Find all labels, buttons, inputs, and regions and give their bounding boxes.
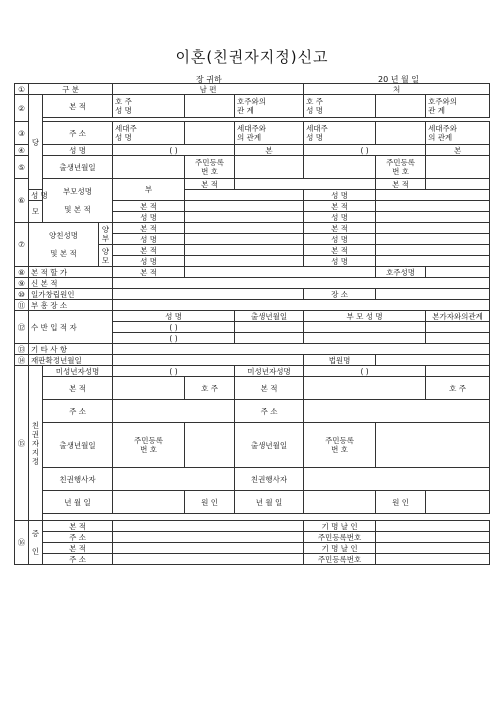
label-juso: 주 소 <box>43 400 113 423</box>
label-name: 성 명 <box>29 190 43 201</box>
label-nyeonwol: 년 월 일 <box>235 491 304 514</box>
label-bonjeok: 본 적 <box>113 267 185 278</box>
field[interactable] <box>113 521 304 532</box>
row-num: ⑥ <box>15 179 29 223</box>
field[interactable] <box>376 521 490 532</box>
field[interactable] <box>185 122 235 145</box>
field[interactable] <box>113 532 304 543</box>
label-hoju-name: 호 주 성 명 <box>304 95 376 118</box>
row-num: ⑯ <box>15 521 29 565</box>
field[interactable] <box>235 322 304 333</box>
field-name[interactable]: ( ) <box>304 145 426 156</box>
label-name: 성 명 <box>304 256 376 267</box>
field[interactable] <box>113 156 185 179</box>
field[interactable]: ( ) <box>113 366 235 377</box>
field[interactable] <box>113 377 185 400</box>
label-gita: 기 타 사 항 <box>29 344 113 355</box>
field[interactable] <box>426 333 490 344</box>
label-hoju: 호 주 <box>185 377 235 400</box>
label-rrn: 주민등록 번 호 <box>113 423 185 468</box>
label-name: 성 명 <box>113 212 185 223</box>
office-line: 장 귀하 <box>196 75 222 84</box>
label-name: 성 명 <box>113 256 185 267</box>
label-name: 성 명 <box>304 212 376 223</box>
label-beopwon: 법원명 <box>304 355 376 366</box>
field[interactable] <box>113 278 490 289</box>
label-bonjeok: 본 적 <box>113 245 185 256</box>
label-chinkwon: 친 권 자 지 정 <box>29 366 43 521</box>
label-bonjeok: 본 적 <box>43 543 113 554</box>
label-bonjeok: 본 적 <box>235 377 304 400</box>
row-num: ② <box>15 95 29 122</box>
field[interactable] <box>113 289 304 300</box>
field[interactable]: ( ) <box>304 366 426 377</box>
field[interactable] <box>185 256 304 267</box>
label-hoju-rel: 호주와의 관 계 <box>235 95 304 118</box>
field[interactable] <box>426 491 490 514</box>
gubun-header: 구 분 <box>29 84 113 95</box>
label-bonjeok: 본 적 <box>304 201 376 212</box>
row-num: ⑭ <box>15 355 29 366</box>
label-subanip: 수 반 입 적 자 <box>29 311 113 344</box>
field[interactable] <box>185 190 304 201</box>
side-label: 당 <box>29 95 43 190</box>
field[interactable] <box>376 532 490 543</box>
label-bonjeok: 본 적 <box>113 201 185 212</box>
field[interactable] <box>113 400 235 423</box>
field[interactable] <box>376 289 490 300</box>
field[interactable] <box>185 234 304 245</box>
field[interactable] <box>185 245 304 256</box>
field[interactable] <box>113 300 490 311</box>
label-name: 성 명 <box>43 145 113 156</box>
label-wonin: 원 인 <box>376 491 426 514</box>
label-bu: 부 <box>113 179 185 201</box>
field[interactable] <box>376 212 490 223</box>
field[interactable] <box>426 366 490 377</box>
label-bonjeok: 본 적 <box>376 179 426 190</box>
label-jangso: 장 소 <box>304 289 376 300</box>
label-hoju-rel: 호주와의 관 계 <box>426 95 490 118</box>
field[interactable] <box>426 322 490 333</box>
label-juso: 주 소 <box>235 400 304 423</box>
label-chinkwon-act: 친권행사자 <box>235 468 304 491</box>
husband-header: 남 편 <box>113 84 304 95</box>
label-bonjeok: 본 적 <box>113 223 185 234</box>
field[interactable]: ( ) <box>113 322 235 333</box>
field[interactable]: ( ) <box>113 333 235 344</box>
label-sedae-name: 세대주 성 명 <box>304 122 376 145</box>
field[interactable] <box>376 355 490 366</box>
field[interactable] <box>376 423 490 468</box>
label-name: 성 명 <box>113 234 185 245</box>
label-wonin: 원 인 <box>185 491 235 514</box>
field-name[interactable]: ( ) <box>113 145 235 156</box>
label-hojuname: 호주성명 <box>376 267 426 278</box>
col-rel: 본가자와의관계 <box>426 311 490 322</box>
field[interactable] <box>376 122 426 145</box>
field[interactable] <box>376 190 490 201</box>
field[interactable] <box>304 377 426 400</box>
label-sinbon: 신 본 적 <box>29 278 113 289</box>
field[interactable] <box>376 554 490 565</box>
field[interactable] <box>376 95 426 118</box>
label-name: 성 명 <box>304 190 376 201</box>
field[interactable] <box>376 256 490 267</box>
date-line: 20 년 월 일 <box>378 75 419 84</box>
row-num: ⑬ <box>15 344 29 355</box>
label-jeungin: 증 인 <box>29 521 43 565</box>
label-sedae-rel: 세대주와 의 관계 <box>235 122 304 145</box>
field[interactable] <box>304 156 376 179</box>
label-minor: 미성년자성명 <box>235 366 304 377</box>
label-buheung: 부 흥 장 소 <box>29 300 113 311</box>
field[interactable] <box>185 212 304 223</box>
row-num: ① <box>15 84 29 95</box>
label-birth: 출생년월일 <box>43 156 113 179</box>
field[interactable] <box>113 355 304 366</box>
field[interactable] <box>304 400 490 423</box>
field[interactable] <box>185 201 304 212</box>
label-mo: 모 <box>29 201 43 223</box>
row-num: ⑮ <box>15 366 29 521</box>
row-num: ⑩ <box>15 289 29 300</box>
field[interactable] <box>304 333 426 344</box>
field[interactable] <box>113 554 304 565</box>
label-bonjeok: 본 적 <box>43 521 113 532</box>
label-bon: 본 <box>426 145 490 156</box>
field[interactable] <box>376 234 490 245</box>
field[interactable] <box>376 245 490 256</box>
row-num: ⑨ <box>15 278 29 289</box>
label-hoju: 호 주 <box>426 377 490 400</box>
field[interactable] <box>185 223 304 234</box>
field[interactable] <box>113 543 304 554</box>
label-sedae-rel: 세대주와 의 관계 <box>426 122 490 145</box>
col-name: 성 명 <box>113 311 235 322</box>
label-bon: 본 <box>235 145 304 156</box>
label-ilgachang: 일가창립원인 <box>29 289 113 300</box>
field[interactable] <box>113 344 490 355</box>
label-sedae-name: 세대주 성 명 <box>113 122 185 145</box>
label-gimyeong: 기 명 날 인 <box>304 521 376 532</box>
form-table <box>14 83 490 565</box>
label-jaepan: 재판확정년월일 <box>29 355 113 366</box>
row-num: ⑫ <box>15 311 29 344</box>
label-nyeonwol: 년 월 일 <box>43 491 113 514</box>
label-bonjeok-hal: 본 적 할 가 <box>29 267 113 278</box>
label-juso: 주 소 <box>43 532 113 543</box>
field[interactable] <box>185 423 235 468</box>
label-parents: 부모성명 및 본 적 <box>43 179 113 223</box>
field[interactable] <box>304 322 426 333</box>
row-num: ⑤ <box>15 156 29 179</box>
field[interactable] <box>185 95 235 118</box>
field[interactable] <box>235 179 376 190</box>
col-parents: 부 모 성 명 <box>304 311 426 322</box>
label-rrn: 주민등록 번 호 <box>185 156 235 179</box>
field[interactable] <box>426 179 490 190</box>
form-title: 이혼(친권자지정)신고 <box>175 48 329 66</box>
field[interactable] <box>376 543 490 554</box>
label-hoju-name: 호 주 성 명 <box>113 95 185 118</box>
row-num: ④ <box>15 145 29 156</box>
field[interactable] <box>113 491 185 514</box>
row-num: ⑧ <box>15 267 29 278</box>
label-minor: 미성년자성명 <box>43 366 113 377</box>
label-rrn2: 주민등록번호 <box>304 554 376 565</box>
label-rrn: 주민등록 번 호 <box>376 156 426 179</box>
wife-header: 처 <box>304 84 490 95</box>
field[interactable] <box>235 156 304 179</box>
label-birth: 출생년월일 <box>235 423 304 468</box>
label-rrn: 주민등록 번 호 <box>304 423 376 468</box>
field[interactable] <box>376 223 490 234</box>
field[interactable] <box>304 468 490 491</box>
label-gimyeong: 기 명 날 인 <box>304 543 376 554</box>
col-birth: 출생년월일 <box>235 311 304 322</box>
label-juso: 주 소 <box>43 554 113 565</box>
label-birth: 출생년월일 <box>43 423 113 468</box>
field[interactable] <box>113 468 235 491</box>
label-juso: 주 소 <box>43 122 113 145</box>
label-name: 성 명 <box>304 234 376 245</box>
label-yangbu: 양 부 <box>99 223 113 245</box>
label-yangchin: 양친성명 및 본 적 <box>29 223 99 267</box>
label-rrn2: 주민등록번호 <box>304 532 376 543</box>
label-bonjeok: 본 적 <box>43 95 113 118</box>
field[interactable] <box>376 201 490 212</box>
label-bonjeok: 본 적 <box>43 377 113 400</box>
label-bonjeok: 본 적 <box>304 223 376 234</box>
label-yangmo: 양 모 <box>99 245 113 267</box>
field[interactable] <box>426 156 490 179</box>
label-bonjeok: 본 적 <box>304 245 376 256</box>
label-bonjeok: 본 적 <box>185 179 235 190</box>
row-num: ③ <box>15 122 29 145</box>
row-num: ⑪ <box>15 300 29 311</box>
label-chinkwon-act: 친권행사자 <box>43 468 113 491</box>
field[interactable] <box>304 491 376 514</box>
field[interactable] <box>426 267 490 278</box>
field[interactable] <box>185 267 376 278</box>
row-num: ⑦ <box>15 223 29 267</box>
field[interactable] <box>235 333 304 344</box>
